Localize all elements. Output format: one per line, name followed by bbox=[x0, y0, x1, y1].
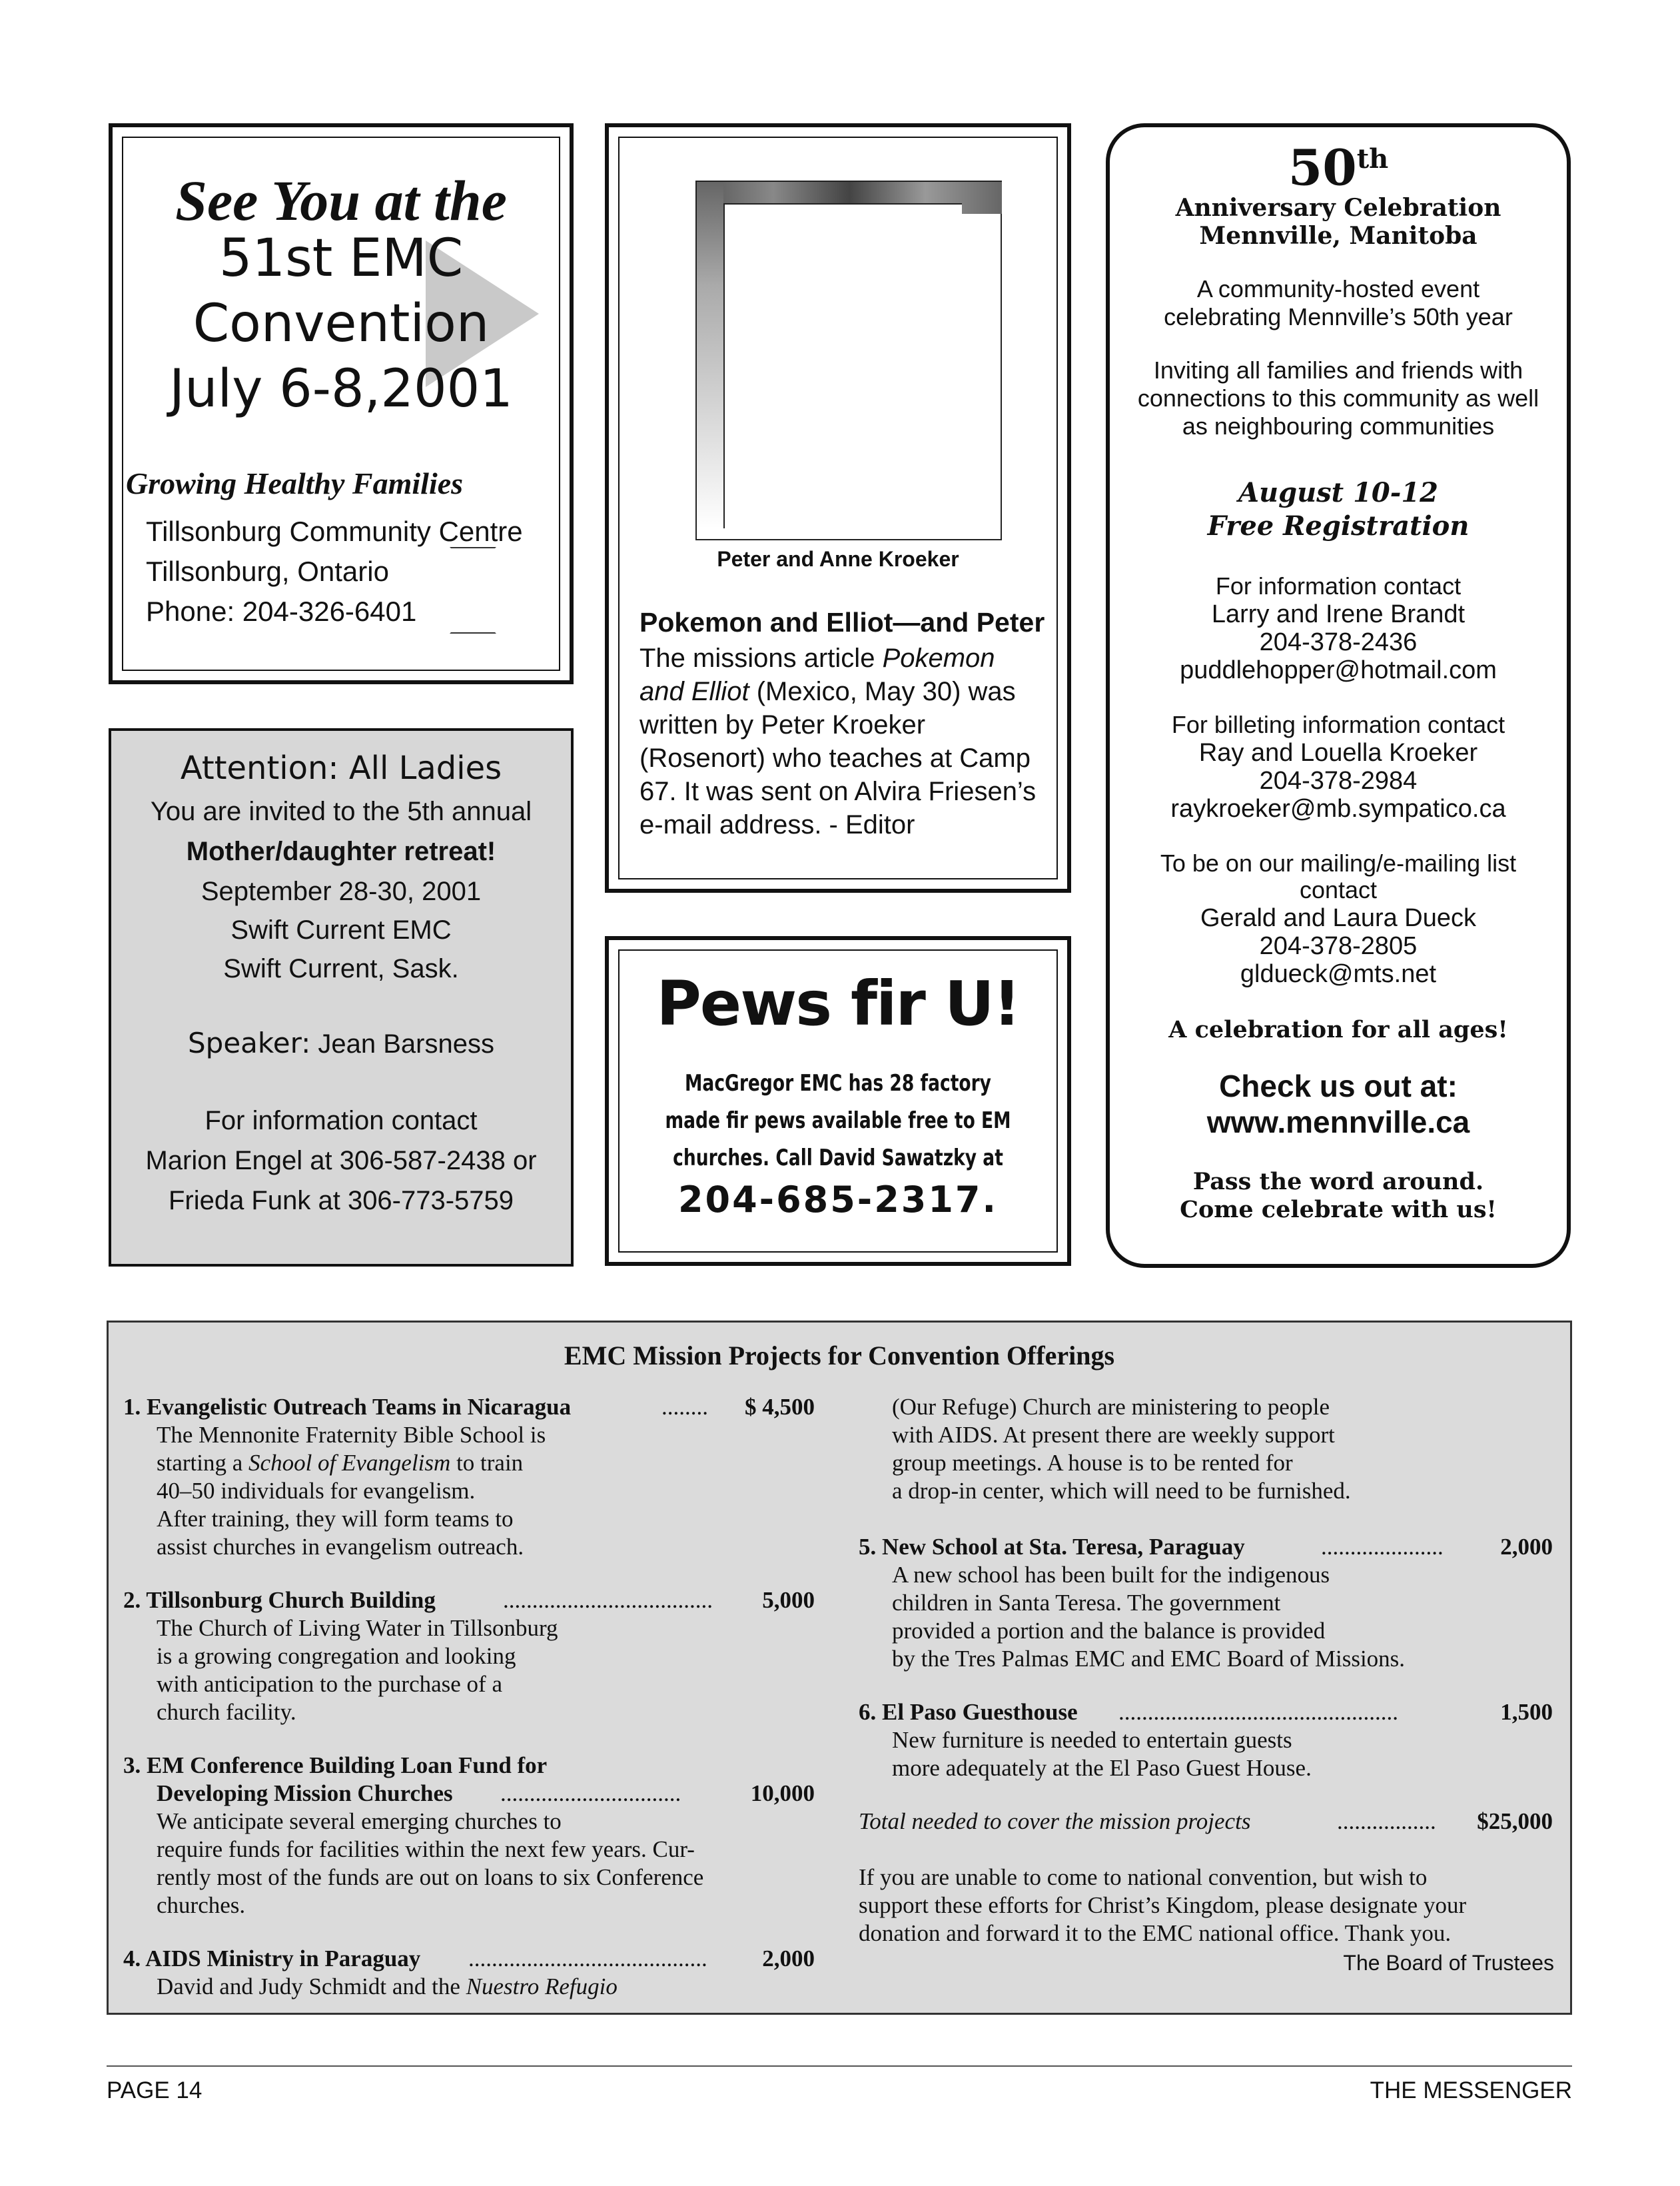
project3-leader: ............................... bbox=[500, 1780, 681, 1806]
menn-check1: Check us out at: bbox=[1219, 1069, 1458, 1103]
board-signature: The Board of Trustees bbox=[1343, 1951, 1554, 1975]
project2-title: 2. Tillsonburg Church Building bbox=[123, 1587, 436, 1613]
mission-title: EMC Mission Projects for Convention Offerings bbox=[564, 1341, 1115, 1370]
project5-line4: by the Tres Palmas EMC and EMC Board of Missions. bbox=[892, 1646, 1406, 1672]
pews-line2: made fir pews available free to EM bbox=[665, 1107, 1011, 1134]
project1-line3: 40–50 individuals for evangelism. bbox=[157, 1478, 476, 1504]
menn-c2d: raykroeker@mb.sympatico.ca bbox=[1170, 795, 1506, 823]
kroeker-heading: Pokemon and Elliot—and Peter bbox=[639, 607, 1045, 638]
project4-line1: David and Judy Schmidt and the Nuestro Refugio bbox=[157, 1973, 618, 1999]
project5-title: 5. New School at Sta. Teresa, Paraguay bbox=[859, 1534, 1245, 1560]
menn-c2a: For billeting information contact bbox=[1171, 711, 1505, 738]
ladies-dates: September 28-30, 2001 bbox=[201, 877, 482, 906]
project4-cont-line3: group meetings. A house is to be rented for bbox=[892, 1450, 1293, 1476]
total-amount: $25,000 bbox=[1477, 1808, 1553, 1834]
project6-amount: 1,500 bbox=[1500, 1699, 1553, 1725]
ladies-contact1: Marion Engel at 306-587-2438 or bbox=[145, 1146, 537, 1175]
project2-line4: church facility. bbox=[157, 1699, 296, 1725]
project3-title1: 3. EM Conference Building Loan Fund for bbox=[123, 1752, 548, 1778]
project4-cont-line2: with AIDS. At present there are weekly support bbox=[892, 1422, 1335, 1448]
menn-p1a: A community-hosted event bbox=[1196, 275, 1480, 302]
project4-amount: 2,000 bbox=[762, 1945, 815, 1971]
menn-celebrate: A celebration for all ages! bbox=[1168, 1016, 1508, 1043]
project1-amount: $ 4,500 bbox=[745, 1394, 815, 1420]
convention-city: Tillsonburg, Ontario bbox=[146, 556, 389, 587]
convention-venue: Tillsonburg Community Centre bbox=[146, 516, 523, 547]
fifty-heading: 50th bbox=[1288, 139, 1389, 197]
project4-cont-line1: (Our Refuge) Church are ministering to people bbox=[892, 1394, 1330, 1420]
ladies-event: Mother/daughter retreat! bbox=[186, 837, 496, 866]
ladies-contact2: Frieda Funk at 306-773-5759 bbox=[168, 1186, 514, 1215]
project6-line1: New furniture is needed to entertain guests bbox=[892, 1727, 1292, 1753]
menn-c3a: To be on our mailing/e-mailing list bbox=[1160, 849, 1517, 877]
ladies-retreat-ad bbox=[109, 728, 574, 1267]
project6-title: 6. El Paso Guesthouse bbox=[859, 1699, 1078, 1725]
pews-line1: MacGregor EMC has 28 factory bbox=[685, 1070, 991, 1097]
project3-line2: require funds for facilities within the next few years. Cur- bbox=[157, 1836, 695, 1862]
publication-name: THE MESSENGER bbox=[1370, 2077, 1572, 2103]
kroeker-line3: written by Peter Kroeker bbox=[639, 710, 926, 740]
project3-line3: rently most of the funds are out on loans to six Conference bbox=[157, 1864, 704, 1890]
menn-title1: Anniversary Celebration bbox=[1175, 194, 1501, 222]
ladies-speaker bbox=[111, 1024, 571, 1063]
project5-leader: ..................... bbox=[1321, 1534, 1444, 1560]
menn-c1b: Larry and Irene Brandt bbox=[1211, 600, 1466, 628]
project1-line4: After training, they will form teams to bbox=[157, 1506, 514, 1532]
kroeker-line2: and Elliot (Mexico, May 30) was bbox=[639, 677, 1016, 706]
menn-c1c: 204-378-2436 bbox=[1259, 628, 1418, 656]
see-you-heading: See You at the bbox=[175, 169, 507, 233]
project5-amount: 2,000 bbox=[1500, 1534, 1553, 1560]
project4-title: 4. AIDS Ministry in Paraguay bbox=[123, 1945, 421, 1971]
pews-line1-wrap bbox=[609, 1065, 1067, 1101]
menn-c1d: puddlehopper@hotmail.com bbox=[1180, 656, 1497, 684]
convention-dates: July 6-8,2001 bbox=[169, 359, 513, 419]
project5-line3: provided a portion and the balance is provided bbox=[892, 1618, 1326, 1644]
kroeker-photo bbox=[695, 181, 1002, 540]
menn-p2c: as neighbouring communities bbox=[1182, 412, 1495, 440]
convention-tagline: Growing Healthy Families bbox=[126, 466, 464, 500]
project5-line1: A new school has been built for the indigenous bbox=[892, 1562, 1330, 1588]
project1-line1: The Mennonite Fraternity Bible School is bbox=[157, 1422, 546, 1448]
project2-amount: 5,000 bbox=[762, 1587, 815, 1613]
project2-line1: The Church of Living Water in Tillsonburg bbox=[157, 1615, 558, 1641]
project1-line2: starting a School of Evangelism to train bbox=[157, 1450, 524, 1476]
menn-pass2: Come celebrate with us! bbox=[1180, 1196, 1497, 1223]
footer-line3: donation and forward it to the EMC national office. Thank you. bbox=[859, 1920, 1452, 1946]
project1-title: 1. Evangelistic Outreach Teams in Nicaragua bbox=[123, 1394, 572, 1420]
ladies-church: Swift Current EMC bbox=[230, 915, 452, 945]
project6-line2: more adequately at the El Paso Guest House. bbox=[892, 1755, 1312, 1781]
kroeker-line1: The missions article Pokemon bbox=[639, 644, 995, 673]
menn-registration: Free Registration bbox=[1207, 510, 1470, 542]
total-label: Total needed to cover the mission projects bbox=[859, 1808, 1251, 1834]
menn-title2: Mennville, Manitoba bbox=[1199, 222, 1477, 250]
menn-c1a: For information contact bbox=[1215, 572, 1462, 600]
kroeker-line6: e-mail address. - Editor bbox=[639, 810, 915, 839]
project1-leader: ........ bbox=[661, 1394, 708, 1420]
menn-c3c: Gerald and Laura Dueck bbox=[1200, 904, 1477, 932]
kroeker-photo-blank bbox=[723, 203, 962, 528]
project2-leader: .................................... bbox=[503, 1587, 713, 1613]
page-number: PAGE 14 bbox=[107, 2077, 203, 2103]
menn-date: August 10-12 bbox=[1238, 477, 1439, 508]
menn-c2c: 204-378-2984 bbox=[1259, 767, 1418, 795]
project3-line4: churches. bbox=[157, 1892, 246, 1918]
project1-line5: assist churches in evangelism outreach. bbox=[157, 1534, 524, 1560]
ladies-info: For information contact bbox=[205, 1106, 478, 1135]
menn-c3e: gldueck@mts.net bbox=[1240, 960, 1437, 988]
ladies-heading: Attention: All Ladies bbox=[180, 750, 502, 787]
pews-line3: churches. Call David Sawatzky at bbox=[673, 1145, 1003, 1171]
footer-line2: support these efforts for Christ’s Kingdom, please designate your bbox=[859, 1892, 1467, 1918]
project2-line3: with anticipation to the purchase of a bbox=[157, 1671, 503, 1697]
project4-cont-line4: a drop-in center, which will need to be furnished. bbox=[892, 1478, 1351, 1504]
project3-line1: We anticipate several emerging churches to bbox=[157, 1808, 562, 1834]
kroeker-line4: (Rosenort) who teaches at Camp bbox=[639, 744, 1031, 773]
menn-c3b: contact bbox=[1299, 876, 1378, 903]
mission-projects-box bbox=[107, 1321, 1572, 2015]
convention-number: 51st EMC bbox=[218, 229, 464, 288]
convention-word: Convention bbox=[193, 294, 490, 354]
project2-line2: is a growing congregation and looking bbox=[157, 1643, 516, 1669]
pews-phone: 204-685-2317. bbox=[677, 1179, 999, 1221]
menn-website: www.mennville.ca bbox=[1206, 1105, 1470, 1139]
menn-c2b: Ray and Louella Kroeker bbox=[1198, 739, 1478, 767]
speaker-name: Jean Barsness bbox=[318, 1029, 494, 1059]
menn-pass1: Pass the word around. bbox=[1192, 1168, 1484, 1195]
kroeker-line5: 67. It was sent on Alvira Friesen’s bbox=[639, 777, 1037, 806]
menn-p2a: Inviting all families and friends with bbox=[1153, 356, 1523, 384]
footer-rule bbox=[107, 2065, 1572, 2067]
pews-line3-wrap bbox=[609, 1140, 1067, 1176]
project5-line2: children in Santa Teresa. The government bbox=[892, 1590, 1281, 1616]
footer-line1: If you are unable to come to national convention, but wish to bbox=[859, 1864, 1428, 1890]
total-leader: ................. bbox=[1337, 1808, 1436, 1834]
kroeker-notice bbox=[605, 123, 1071, 893]
project3-amount: 10,000 bbox=[750, 1780, 815, 1806]
pews-line2-wrap bbox=[609, 1103, 1067, 1139]
kroeker-photo-left bbox=[697, 182, 723, 528]
pews-title: Pews fir U! bbox=[656, 968, 1020, 1039]
kroeker-caption: Peter and Anne Kroeker bbox=[717, 547, 959, 571]
menn-p1b: celebrating Mennville’s 50th year bbox=[1164, 303, 1513, 330]
project3-title2: Developing Mission Churches bbox=[157, 1780, 453, 1806]
menn-p2b: connections to this community as well bbox=[1137, 384, 1539, 412]
pews-ad bbox=[605, 936, 1071, 1266]
project6-leader: ................................................ bbox=[1118, 1699, 1398, 1725]
convention-phone-mark bbox=[450, 547, 496, 634]
ladies-invite: You are invited to the 5th annual bbox=[150, 797, 532, 826]
convention-phone: Phone: 204-326-6401 bbox=[146, 596, 417, 627]
menn-c3d: 204-378-2805 bbox=[1259, 932, 1418, 960]
project4-leader: ......................................... bbox=[468, 1945, 707, 1971]
mennville-anniversary-ad bbox=[1106, 123, 1571, 1268]
ladies-place: Swift Current, Sask. bbox=[223, 954, 459, 983]
convention-ad bbox=[109, 123, 574, 684]
speaker-label: Speaker: bbox=[188, 1027, 311, 1059]
